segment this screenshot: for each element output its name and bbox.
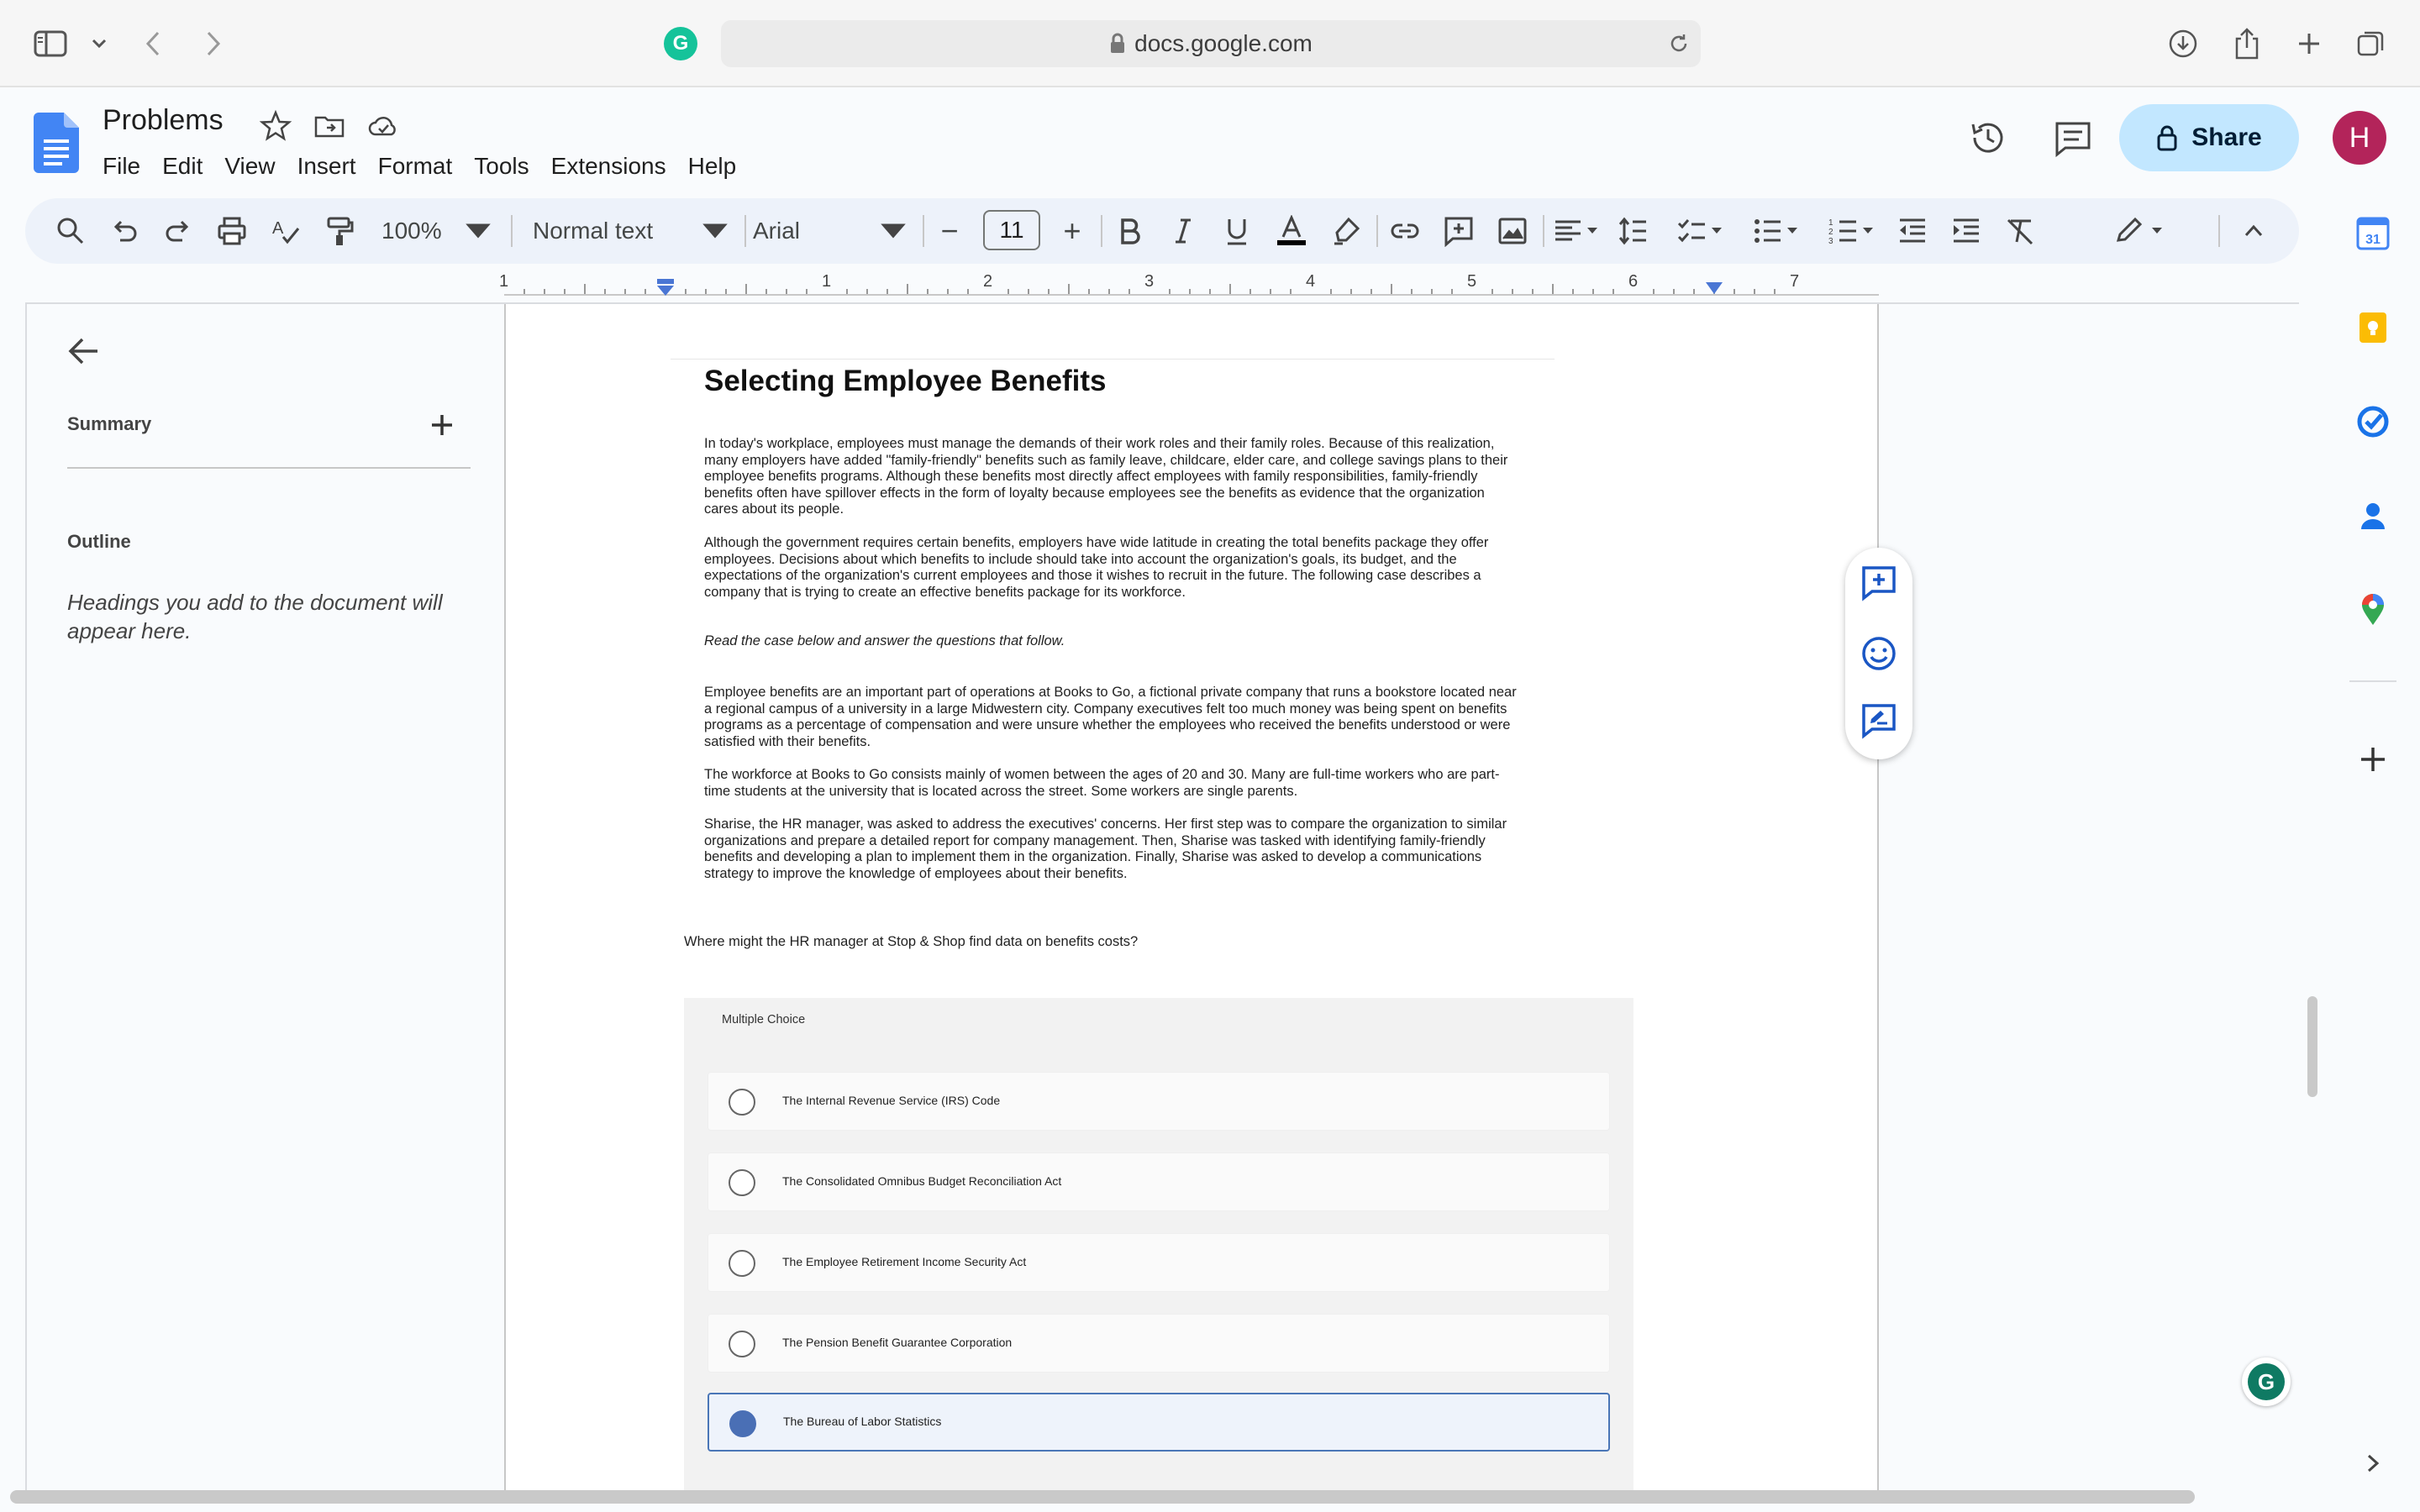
search-icon[interactable] [52,198,89,264]
answer-option-label: The Consolidated Omnibus Budget Reconciliation Act [782,1174,1062,1188]
toolbar-divider [1543,215,1544,247]
new-tab-icon[interactable] [2291,25,2328,62]
collapse-toolbar-icon[interactable] [2235,198,2272,264]
google-docs-logo-icon[interactable] [34,113,79,173]
font-value: Arial [753,218,801,244]
radio-button[interactable] [729,1250,755,1277]
outline-placeholder: Headings you add to the document will appear here. [67,590,443,643]
left-indent-marker[interactable] [655,279,676,297]
font-size-input[interactable]: 11 [983,210,1040,250]
menu-tools[interactable]: Tools [474,153,529,179]
zoom-value: 100% [381,218,442,244]
redo-icon[interactable] [160,198,197,264]
increase-font-size-button[interactable]: + [1063,213,1081,248]
instructions-text[interactable]: Read the case below and answer the questions that follow. [704,633,1065,648]
lock-icon [1109,33,1126,55]
ruler-mark: 2 [983,272,993,291]
menu-format[interactable]: Format [377,153,453,179]
version-history-icon[interactable] [1968,118,2008,158]
lock-icon [2156,124,2178,151]
tab-overview-icon[interactable] [2353,25,2390,62]
menu-insert[interactable]: Insert [297,153,356,179]
menu-extensions[interactable]: Extensions [550,153,666,179]
outline-panel [27,304,502,1495]
svg-text:A: A [272,219,284,238]
reload-icon[interactable] [1667,32,1691,55]
ruler-mark: 1 [499,272,509,291]
docs-header [0,87,2420,188]
radio-button[interactable] [729,1089,755,1116]
answer-option[interactable] [708,1314,1610,1373]
print-icon[interactable] [213,198,250,264]
forward-icon[interactable] [195,25,232,62]
highlight-icon[interactable] [1328,198,1365,264]
paragraph[interactable]: Although the government requires certain benefits, employers have wide latitude in creating the total benefits package they offer employees. Decisions about which benefits to include should take into account the organization's goals, its budget, and the expectations of the organization's current employees and those it wishes to recruit in the future. The following case describes a company that is trying to create an effective benefits package for its workforce. [704,535,1489,600]
numbered-list-icon[interactable] [1823,198,1882,264]
menu-file[interactable]: File [103,153,141,179]
answer-option-label: The Bureau of Labor Statistics [783,1415,942,1428]
address-bar[interactable] [721,20,1701,67]
right-indent-marker[interactable] [1704,281,1724,297]
bold-icon[interactable] [1111,198,1148,264]
decrease-indent-icon[interactable] [1894,198,1931,264]
keep-icon[interactable] [2356,311,2390,344]
increase-indent-icon[interactable] [1948,198,1985,264]
browser-toolbar [0,0,2420,87]
italic-icon[interactable] [1165,198,1202,264]
ruler-ticks [504,270,1879,302]
download-icon[interactable] [2165,25,2202,62]
toolbar-divider [2218,215,2220,247]
account-avatar[interactable]: H [2333,111,2386,165]
paragraph-style-value: Normal text [533,218,654,244]
calendar-icon[interactable] [2356,217,2390,250]
share-button[interactable] [2119,104,2299,171]
svg-text:1: 1 [1828,218,1833,228]
grammarly-extension-icon[interactable]: G [664,27,697,60]
sidebar-toggle-icon[interactable] [32,25,69,62]
radio-button[interactable] [729,1169,755,1196]
ruler-mark: 5 [1467,272,1477,291]
menu-help[interactable]: Help [687,153,737,179]
multiple-choice-label: Multiple Choice [722,1013,806,1026]
undo-icon[interactable] [106,198,143,264]
add-summary-icon[interactable] [429,412,455,438]
checklist-icon[interactable] [1672,198,1731,264]
ruler-mark: 6 [1628,272,1639,291]
url-text: docs.google.com [1134,30,1313,56]
question-text[interactable]: Where might the HR manager at Stop & Shop find data on benefits costs? [684,934,1139,949]
side-panel-divider [2349,680,2396,682]
answer-option-label: The Employee Retirement Income Security Act [782,1255,1027,1268]
paragraph[interactable]: The workforce at Books to Go consists mainly of women between the ages of 20 and 30. Many are full-time workers who are part-time students at the university that is located across the street. Some workers are single parents. [704,767,1500,799]
underline-icon[interactable] [1218,198,1255,264]
side-apps-panel [2299,188,2420,1495]
ruler[interactable] [499,270,1879,302]
ruler-mark: 1 [822,272,832,291]
answer-option[interactable] [708,1152,1610,1211]
grammarly-button[interactable] [2242,1357,2291,1406]
ruler-mark: 7 [1790,272,1800,291]
answer-option[interactable] [708,1233,1610,1292]
document-heading[interactable]: Selecting Employee Benefits [704,365,1107,397]
menu-edit[interactable]: Edit [162,153,203,179]
sidebar-divider [67,467,471,469]
get-addons-icon[interactable] [2356,743,2390,776]
emoji-reaction-icon[interactable] [1860,635,1897,672]
horizontal-scrollbar[interactable] [10,1490,2195,1504]
align-icon[interactable] [1548,198,1607,264]
chevron-down-icon [462,215,494,247]
floating-actions [1845,548,1912,759]
summary-heading: Summary [67,413,152,434]
add-comment-icon[interactable] [1860,564,1897,601]
grammarly-icon: G [2248,1363,2285,1400]
clear-formatting-icon[interactable] [2002,198,2039,264]
paragraph-style-select[interactable] [533,198,731,264]
share-sheet-icon[interactable] [2228,25,2265,62]
document-title[interactable]: Problems [103,104,224,136]
back-arrow-icon[interactable] [66,334,103,368]
answer-option-selected[interactable] [708,1393,1610,1452]
move-folder-icon[interactable] [313,109,346,143]
editing-mode-icon[interactable] [2109,198,2176,264]
text-color-icon[interactable] [1270,198,1313,264]
decrease-font-size-button[interactable]: − [940,213,959,248]
answer-option-label: The Internal Revenue Service (IRS) Code [782,1094,1001,1107]
svg-text:2: 2 [1828,228,1833,237]
share-label: Share [2191,123,2262,151]
ruler-mark: 3 [1144,272,1155,291]
toolbar-divider [1376,215,1378,247]
cloud-saved-icon[interactable] [366,109,400,143]
bulleted-list-icon[interactable] [1748,198,1807,264]
toolbar-divider [744,215,746,247]
outline-heading: Outline [67,531,131,552]
font-select[interactable] [753,198,909,264]
vertical-scrollbar[interactable] [2307,996,2317,1097]
insert-image-icon[interactable] [1494,198,1531,264]
toolbar-divider [511,215,513,247]
spellcheck-icon[interactable] [267,198,304,264]
toolbar-divider [1101,215,1102,247]
comments-icon[interactable] [2054,119,2092,158]
insert-link-icon[interactable] [1386,198,1423,264]
paragraph[interactable]: In today's workplace, employees must manage the demands of their work roles and their family roles. Because of this realization, many employers have added "family-friendly" benefits such as family leave, childcare, elder care, and college savings plans to their employee benefits programs. Although these benefits most directly affect employees with family responsibilities, family-friendly benefits often have spillover effects in the form of loyalty because employees see the benefits as evidence that the organization cares about its people. [704,436,1508,517]
radio-button-selected[interactable] [729,1410,756,1437]
chevron-down-icon[interactable] [81,25,118,62]
star-icon[interactable] [259,109,292,143]
contacts-icon[interactable] [2356,499,2390,533]
chevron-down-icon [877,215,909,247]
back-icon[interactable] [134,25,171,62]
zoom-select[interactable] [381,198,499,264]
formatting-toolbar [25,198,2299,264]
ruler-mark: 4 [1306,272,1316,291]
paint-format-icon[interactable] [321,198,358,264]
page-gutter [1881,304,2299,1495]
chevron-down-icon [699,215,731,247]
menu-bar [103,150,758,183]
page-rule [671,359,1555,360]
tasks-icon[interactable] [2356,405,2390,438]
menu-view[interactable]: View [224,153,276,179]
answer-option[interactable] [708,1072,1610,1131]
svg-text:3: 3 [1828,237,1833,246]
answer-option-label: The Pension Benefit Guarantee Corporation [782,1336,1013,1349]
chevron-right-icon[interactable] [2363,1452,2383,1475]
radio-button[interactable] [729,1331,755,1357]
calendar-day: 31 [2365,233,2381,247]
maps-icon[interactable] [2356,593,2390,627]
suggest-edits-icon[interactable] [1860,702,1897,739]
toolbar-divider [923,215,924,247]
paragraph[interactable]: Employee benefits are an important part of operations at Books to Go, a fictional private company that runs a bookstore located near a regional campus of a university in a large Midwestern city. Company executives felt too much money was being spent on benefits programs as a percentage of compensation and were unsure whether the employees who received the benefits understood or were satisfied with their benefits. [704,685,1517,749]
line-spacing-icon[interactable] [1615,198,1652,264]
add-comment-icon[interactable] [1440,198,1477,264]
paragraph[interactable]: Sharise, the HR manager, was asked to address the executives' concerns. Her first step was to compare the organization to similar organizations and prepare a detailed report for company management. Then, Sharise was tasked with identifying family-friendly benefits and developing a plan to implement them in the organization. Finally, Sharise was asked to develop a communications strategy to improve the knowledge of employees about their benefits. [704,816,1507,881]
